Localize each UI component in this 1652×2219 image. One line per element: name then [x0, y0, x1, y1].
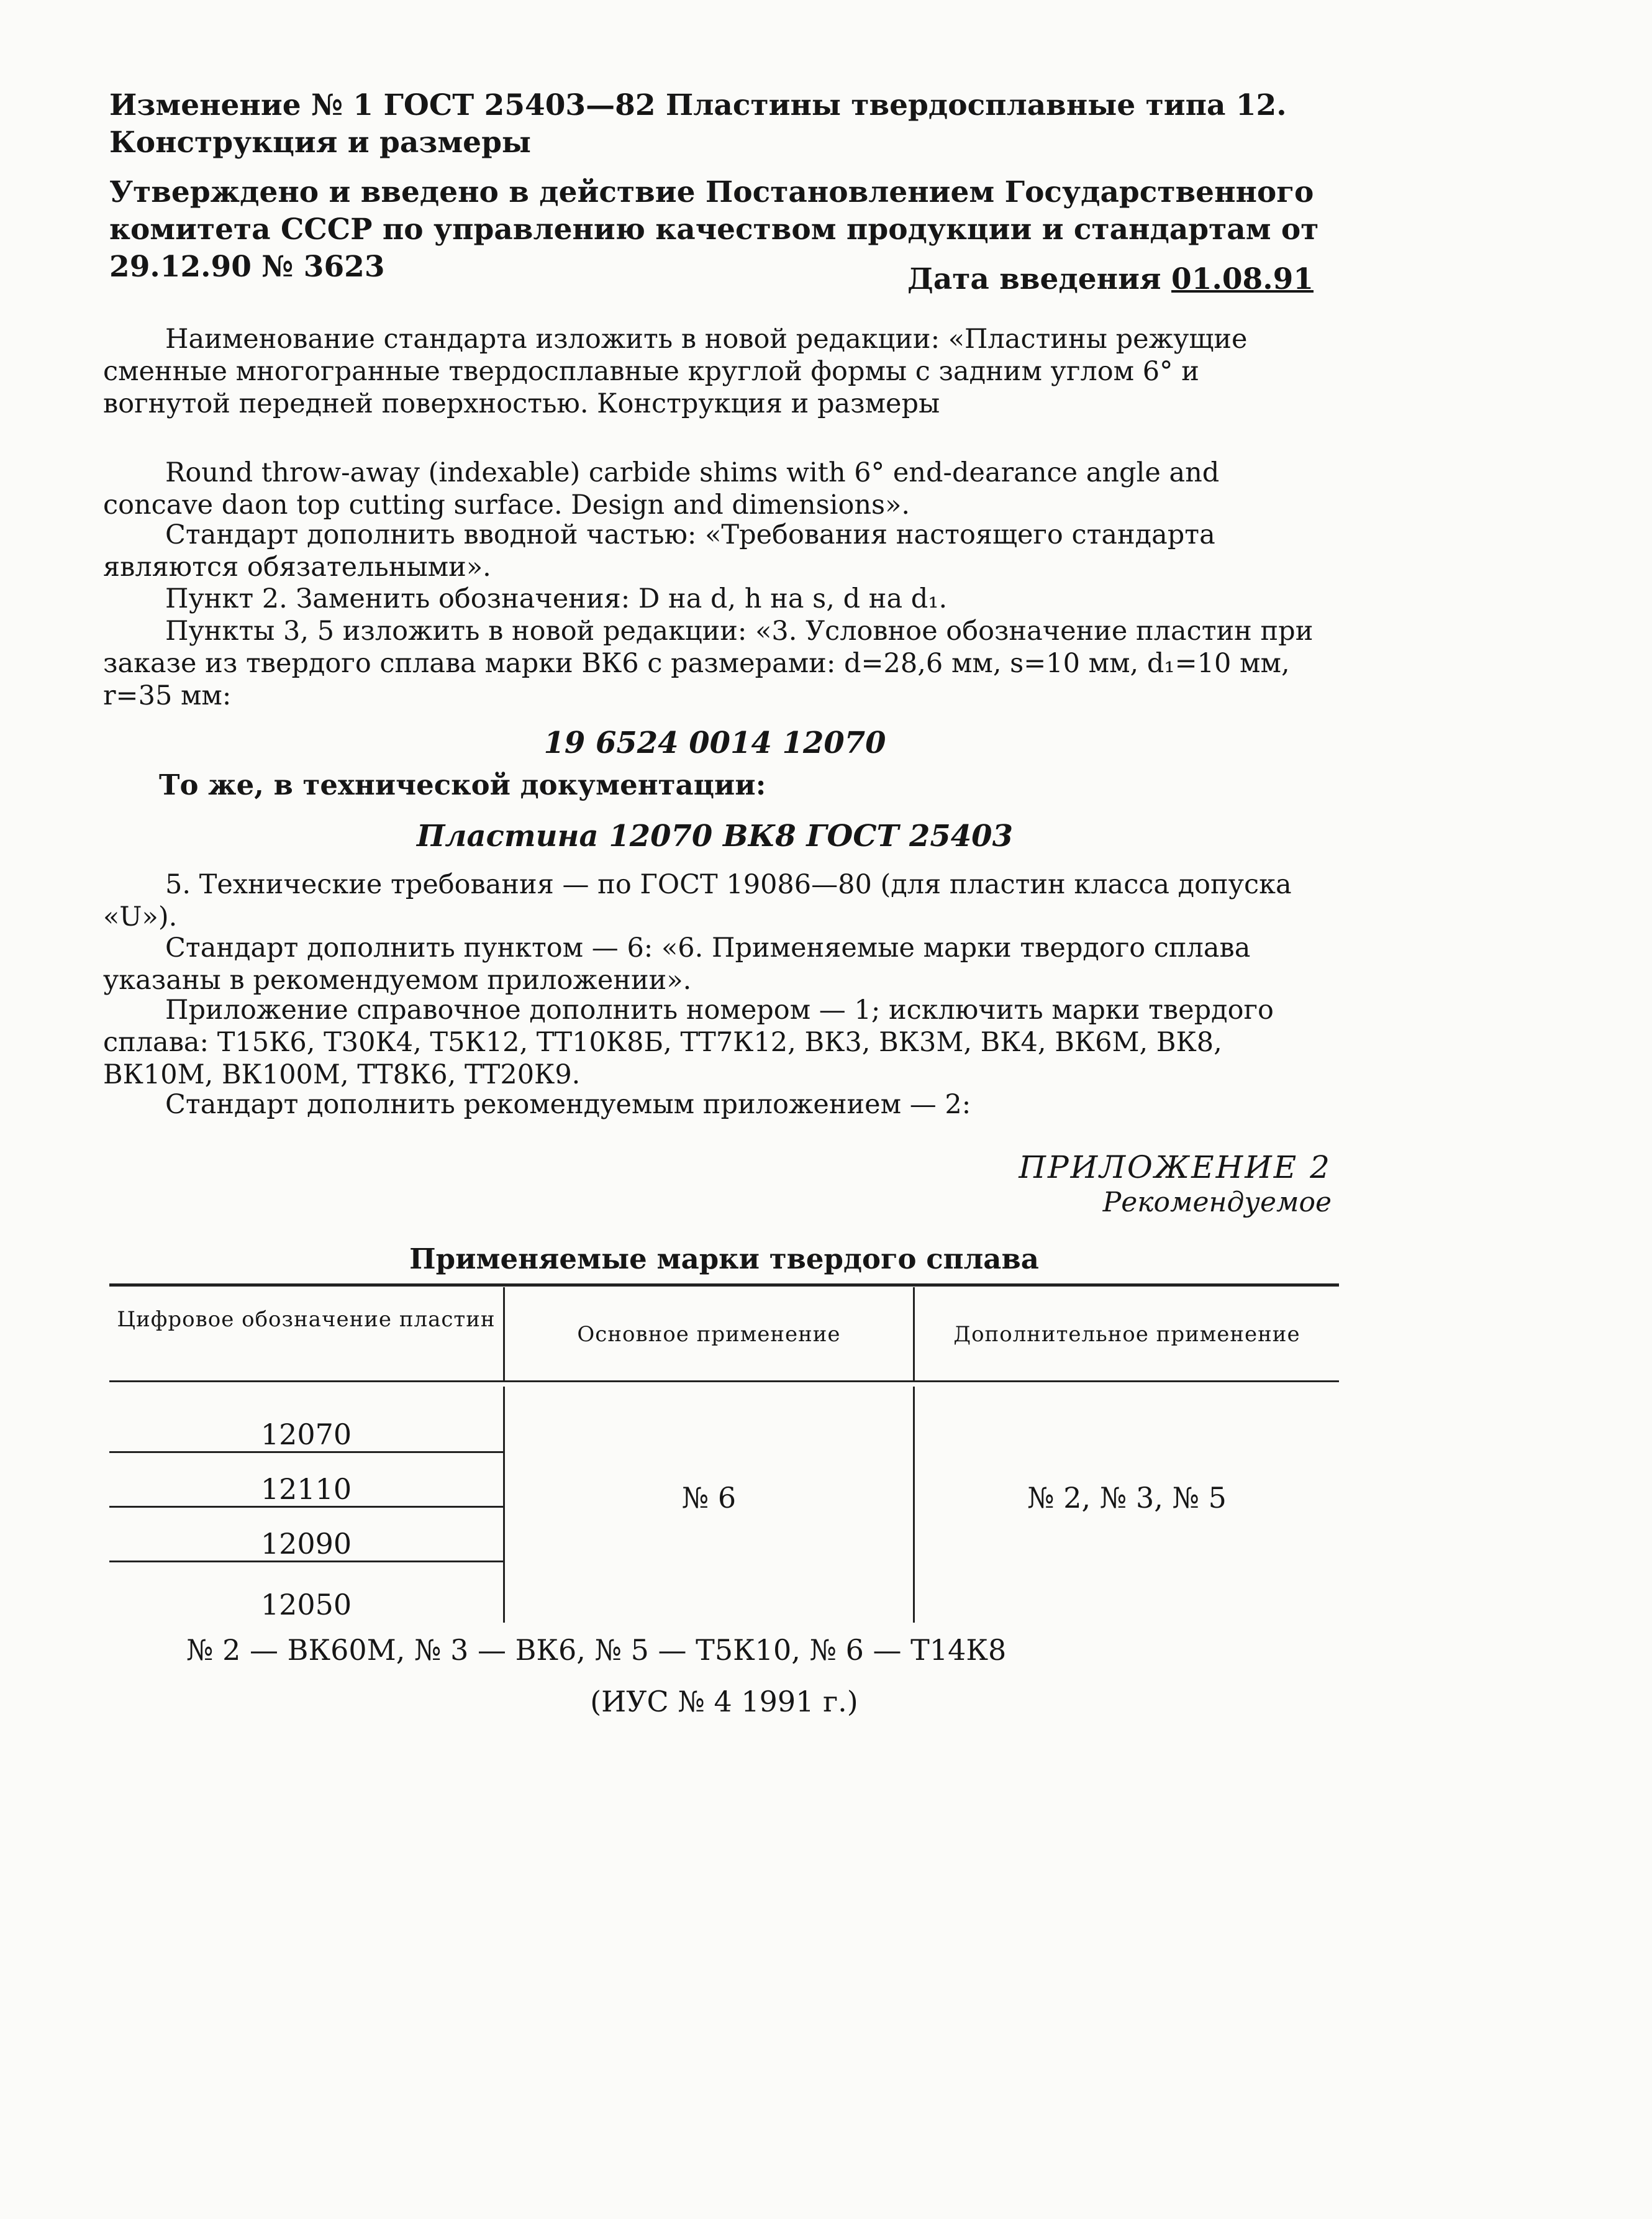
intro-date-label: Дата введения: [907, 262, 1161, 296]
table-cell-code: 12070: [260, 1418, 352, 1451]
table-cell-code: 12110: [260, 1472, 352, 1506]
change-title: Изменение № 1 ГОСТ 25403—82 Пластины твердосплавные типа 12. Конструкция и размеры: [109, 88, 1287, 160]
paragraph-points-3-5: Пункты 3, 5 изложить в новой редакции: «3. Условное обозначение пластин при заказе из твердого сплава марки ВК6 с размерами: d=28,6 мм, s=10 мм, d₁=10 мм, r=35 мм:: [103, 616, 1314, 711]
order-code: 19 6524 0014 12070: [543, 726, 886, 760]
intro-date-value: 01.08.91: [1171, 262, 1314, 296]
table-row-rule-2: [109, 1506, 503, 1508]
table-cell-main-use: № 6: [681, 1481, 737, 1515]
introduction-date: [907, 261, 1314, 298]
paragraph-designations: Пункт 2. Заменить обозначения: D на d, h на s, d на d₁.: [165, 583, 948, 614]
paragraph-new-title: Наименование стандарта изложить в новой редакции: «Пластины режущие сменные многогранные твердосплавные круглой формы с задним углом 6° и вогнутой передней поверхностью. Конструкция и размеры: [103, 324, 1248, 419]
paragraph-tech-docs: То же, в технической документации:: [159, 768, 766, 801]
table-header-rule: [109, 1380, 1339, 1382]
grade-legend: № 2 — ВК60М, № 3 — ВК6, № 5 — Т5К10, № 6 — Т14К8: [186, 1633, 1007, 1667]
document-code: Пластина 12070 ВК8 ГОСТ 25403: [417, 819, 1013, 854]
table-row-rule-1: [109, 1451, 503, 1453]
appendix-title: ПРИЛОЖЕНИЕ 2: [1019, 1149, 1332, 1185]
appendix-subtitle: Рекомендуемое: [1102, 1187, 1332, 1218]
table-header-main-use: Основное применение: [577, 1322, 841, 1347]
approval-statement: Утверждено и введено в действие Постановлением Государственного комитета СССР по управлению качеством продукции и стандартам от 29.12.90 № 3623: [109, 175, 1319, 284]
paragraph-english-title: Round throw-away (indexable) carbide shims with 6° end-dearance angle and concave daon top cutting surface. Design and dimensions».: [103, 457, 1220, 521]
paragraph-intro-part: Стандарт дополнить вводной частью: «Требования настоящего стандарта являются обязательными».: [103, 519, 1215, 583]
table-title: Применяемые марки твердого сплава: [409, 1242, 1039, 1275]
paragraph-tech-requirements: 5. Технические требования — по ГОСТ 19086—80 (для пластин класса допуска «U»).: [103, 869, 1292, 932]
paragraph-point-6: Стандарт дополнить пунктом — 6: «6. Применяемые марки твердого сплава указаны в рекомендуемом приложении».: [103, 932, 1251, 996]
source-note: (ИУС № 4 1991 г.): [590, 1685, 858, 1718]
table-cell-code: 12090: [260, 1527, 352, 1561]
table-row-rule-3: [109, 1561, 503, 1562]
table-header-extra-use: Дополнительное применение: [953, 1322, 1300, 1347]
table-top-rule: [109, 1283, 1339, 1287]
paragraph-excluded-grades: Приложение справочное дополнить номером — 1; исключить марки твердого сплава: Т15К6, Т30К4, Т5К12, ТТ10К8Б, ТТ7К12, ВК3, ВК3М, ВК4, ВК6М, ВК8, ВК10М, ВК100М, ТТ8К6, ТТ20К9.: [103, 995, 1274, 1090]
table-cell-code: 12050: [260, 1588, 352, 1621]
table-header-code: Цифровое обозначение пластин: [117, 1307, 496, 1332]
table-cell-extra-use: № 2, № 3, № 5: [1027, 1481, 1227, 1515]
paragraph-appendix-2: Стандарт дополнить рекомендуемым приложением — 2:: [165, 1089, 971, 1120]
